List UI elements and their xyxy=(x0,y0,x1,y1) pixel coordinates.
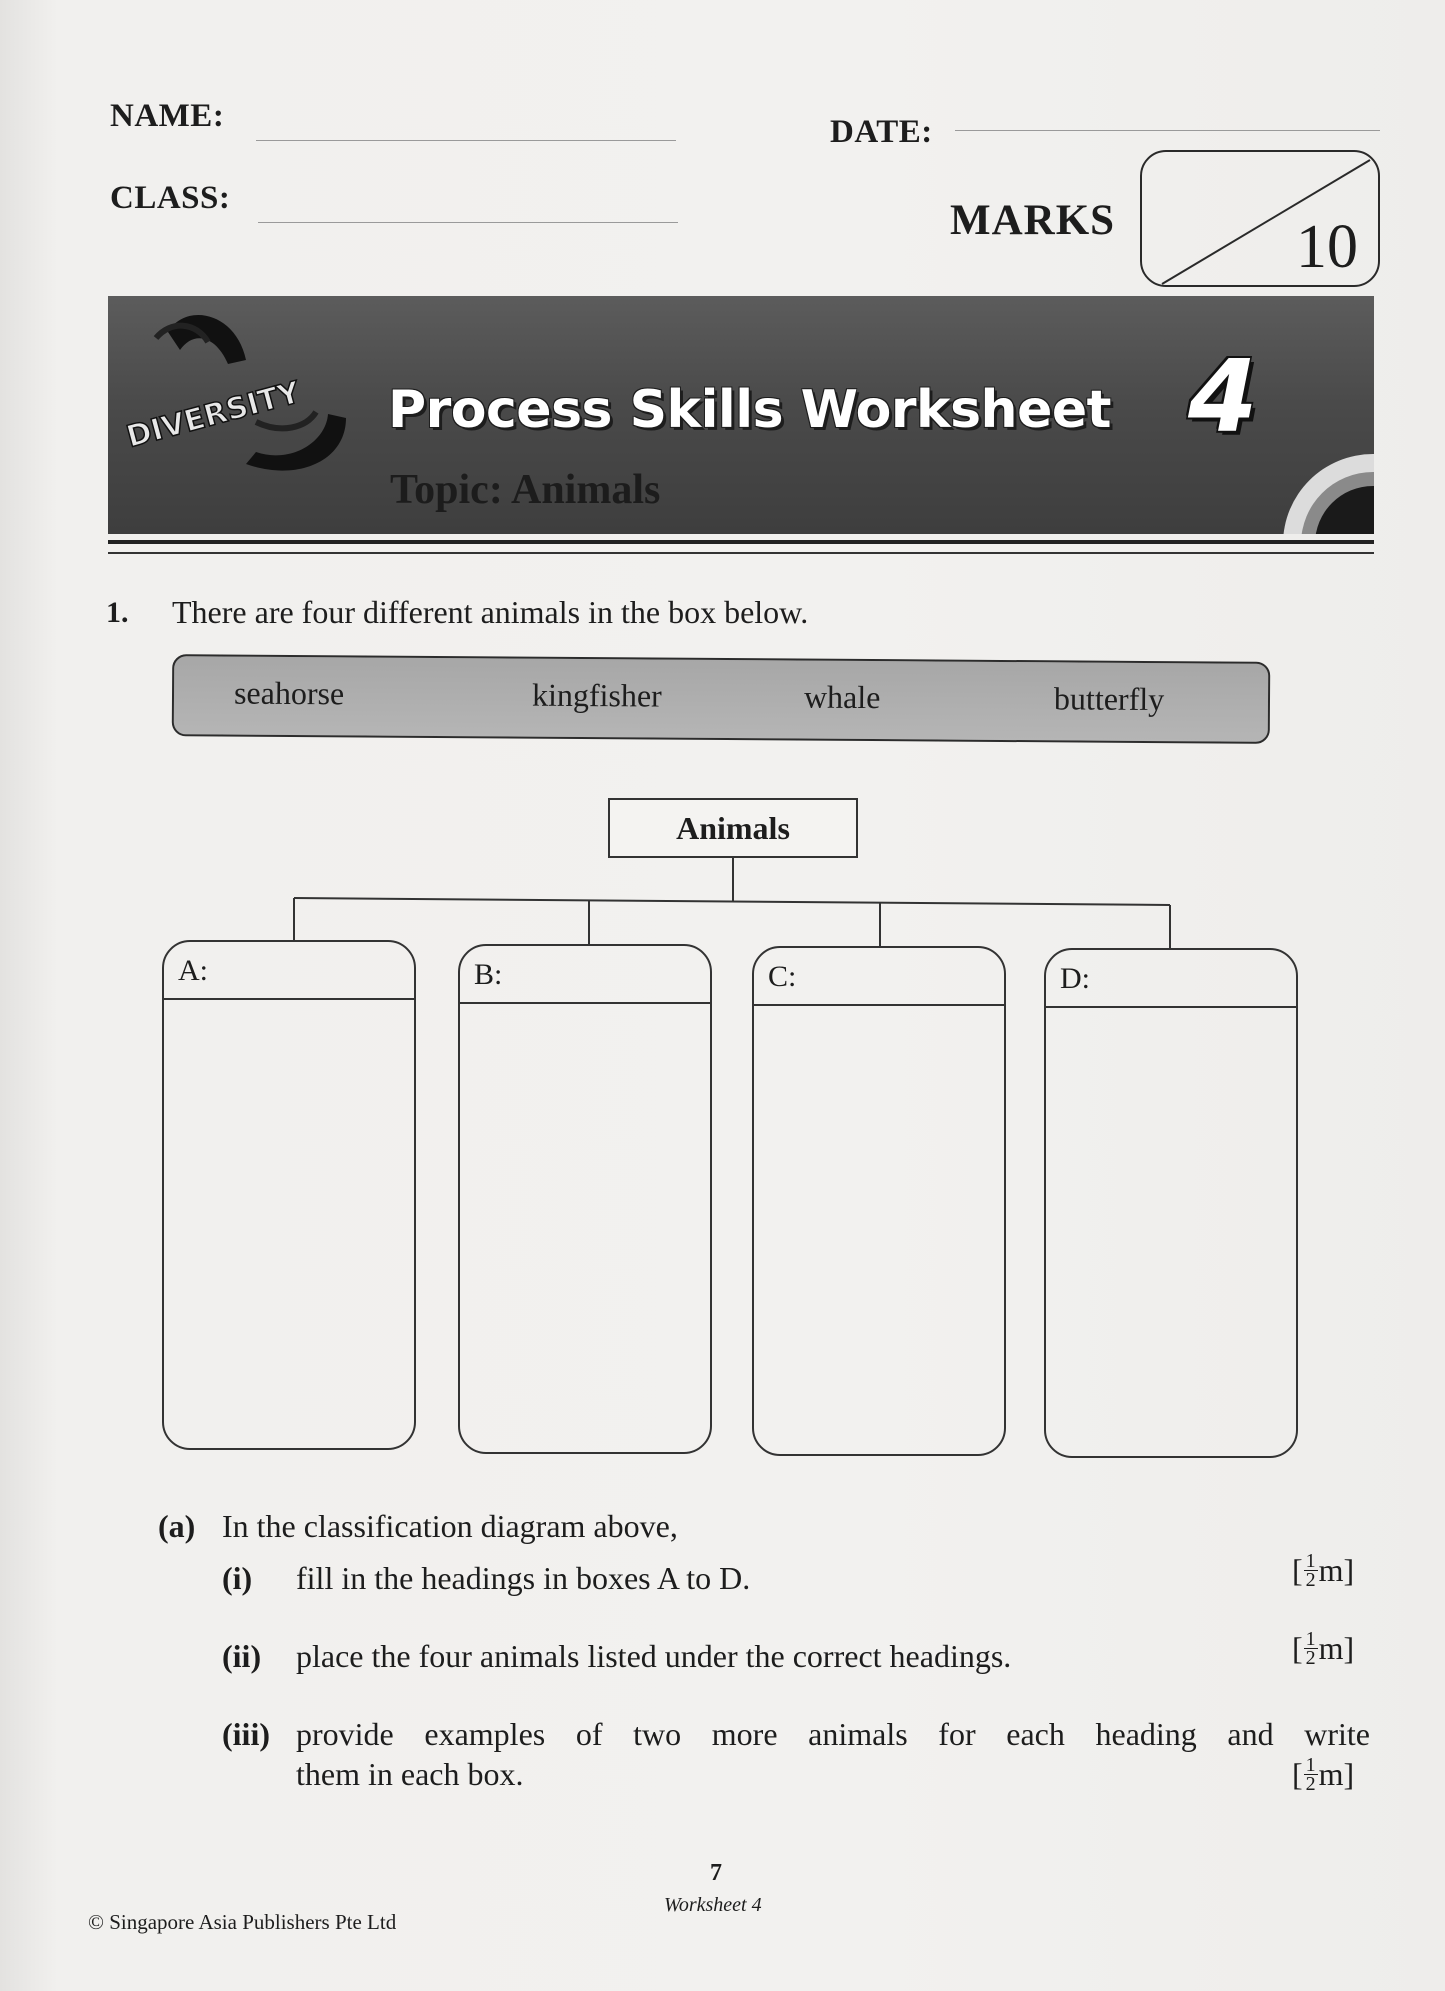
item-label: (ii) xyxy=(222,1638,262,1674)
date-label: DATE: xyxy=(830,114,933,150)
marks-box[interactable] xyxy=(1140,150,1380,287)
animal-word: kingfisher xyxy=(531,676,662,714)
item-text: place the four animals listed under the correct headings. xyxy=(296,1638,1012,1674)
date-field[interactable] xyxy=(955,130,1380,131)
category-box-d[interactable] xyxy=(1044,948,1298,1458)
part-text: In the classification diagram above, xyxy=(222,1508,678,1544)
diagram-root-box: Animals xyxy=(608,798,858,858)
page-number: 7 xyxy=(710,1860,722,1886)
part-label: (a) xyxy=(158,1508,196,1544)
worksheet-topic: Topic: Animals xyxy=(390,467,661,513)
class-label: CLASS: xyxy=(110,180,231,216)
mark-allocation: [ $\frac{1}{2}$ m] xyxy=(1292,1550,1355,1591)
category-box-a[interactable] xyxy=(162,940,416,1450)
item-text: them in each box. xyxy=(296,1756,524,1792)
animal-word: whale xyxy=(803,678,881,716)
category-heading-a[interactable]: A: xyxy=(164,942,414,1000)
logo-text: DIVERSITY xyxy=(122,375,304,456)
name-field[interactable] xyxy=(256,140,676,141)
animal-word-box xyxy=(172,654,1271,744)
worksheet-label: Worksheet 4 xyxy=(664,1894,762,1916)
category-heading-d[interactable]: D: xyxy=(1046,950,1296,1008)
item-label: (iii) xyxy=(222,1716,270,1752)
mark-allocation: [ $\frac{1}{2}$ m] xyxy=(1292,1754,1355,1795)
category-box-b[interactable] xyxy=(458,944,712,1454)
category-box-c[interactable] xyxy=(752,946,1006,1456)
item-label: (i) xyxy=(222,1560,253,1596)
banner-rule-thin xyxy=(108,552,1374,554)
corner-swirl xyxy=(1263,434,1374,534)
animal-word: seahorse xyxy=(233,674,345,712)
worksheet-banner xyxy=(108,296,1374,534)
worksheet-title: Process Skills Worksheet xyxy=(388,380,1111,440)
question-text: There are four different animals in the box below. xyxy=(172,594,809,630)
worksheet-number: 4 xyxy=(1188,338,1258,455)
category-heading-c[interactable]: C: xyxy=(754,948,1004,1006)
class-field[interactable] xyxy=(258,222,678,223)
question-number: 1. xyxy=(106,596,129,629)
item-text: fill in the headings in boxes A to D. xyxy=(296,1560,751,1596)
marks-label: MARKS xyxy=(950,197,1116,244)
item-text: provide examples of two more animals for each heading and write xyxy=(296,1716,1370,1752)
banner-rule-thick xyxy=(108,540,1374,544)
name-label: NAME: xyxy=(110,98,225,134)
category-heading-b[interactable]: B: xyxy=(460,946,710,1004)
marks-total: 10 xyxy=(1296,213,1358,281)
copyright-notice: © Singapore Asia Publishers Pte Ltd xyxy=(88,1910,397,1934)
mark-allocation: [ $\frac{1}{2}$ m] xyxy=(1292,1628,1355,1669)
animal-word: butterfly xyxy=(1053,680,1165,718)
diversity-logo xyxy=(116,302,366,492)
